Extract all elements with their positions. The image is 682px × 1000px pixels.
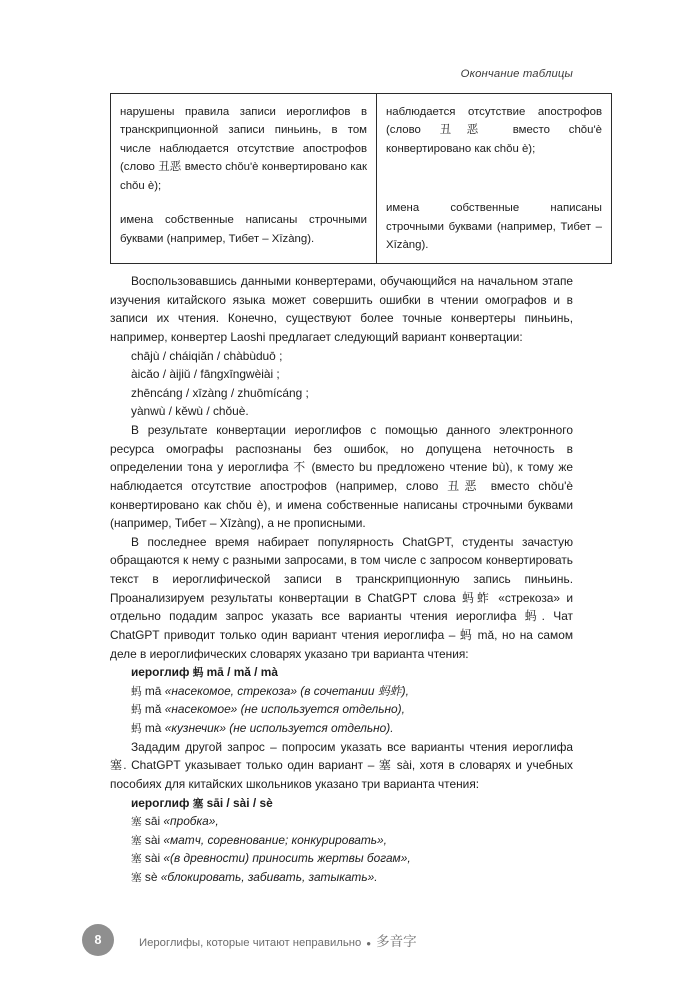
pinyin-list <box>110 347 573 422</box>
paragraph-4: Зададим другой запрос – попросим указать все варианты чтения иероглифа 塞. ChatGPT указывает только один вариант – 塞 sài, хотя в словарях и учебных пособиях для китайских школьников указано три варианта чтения: <box>110 739 573 791</box>
footer-title: Иероглифы, которые читают неправильно <box>139 937 362 949</box>
list-item: àicǎo / àijiǔ / fāngxīngwèiài ; <box>131 367 280 382</box>
sai-entry-char: 塞 <box>131 872 142 884</box>
sai-entry-gloss: «(в древности) приносить жертвы богам», <box>163 851 411 866</box>
page-footer <box>82 924 417 956</box>
sai-entry-char: 塞 <box>131 853 142 866</box>
ma-heading-readings: mā / mǎ / mà <box>206 665 278 680</box>
sai-heading-readings: sāi / sài / sè <box>206 795 273 810</box>
ma-entry-pinyin: mǎ <box>144 702 162 717</box>
continued-table-wrapper <box>110 93 602 264</box>
list-item: zhēncáng / xīzàng / zhuōmícáng ; <box>131 385 309 400</box>
footer-chinese-title: 多音字 <box>376 934 417 950</box>
ma-entry-char: 蚂 <box>131 723 142 735</box>
ma-heading-label: иероглиф <box>131 665 190 680</box>
sai-entry-pinyin: sè <box>144 870 158 884</box>
list-item <box>131 868 573 887</box>
table-cell-left-para-1: нарушены правила записи иероглифов в транскрипционной записи пиньинь, в том числе наблюдается отсутствие апострофов (слово 丑恶 вместо chǒu'è конвертировано как chǒu è); <box>120 106 367 192</box>
list-item <box>131 849 573 868</box>
footer-title-line <box>139 930 417 950</box>
sai-entry-char: 塞 <box>131 834 142 847</box>
sai-heading-label: иероглиф <box>131 795 190 810</box>
paragraph-1: Воспользовавшись данными конвертерами, обучающийся на начальном этапе изучения китайского языка может совершить ошибки в чтении омографов и в записи их чтения. Конечно, существуют более точные конвертеры пиньинь, например, конвертер Laoshi предлагает следующий вариант конвертации: <box>110 274 573 344</box>
ma-character-heading <box>110 663 573 682</box>
ma-entry-gloss: «кузнечик» (не используется отдельно). <box>164 721 394 735</box>
table-cell-right <box>377 94 612 264</box>
ma-entry-char: 蚂 <box>131 704 142 717</box>
list-item: yànwù / kěwù / chǒuè. <box>131 404 249 419</box>
sai-readings-list <box>110 812 573 887</box>
list-item <box>131 831 573 850</box>
ma-entry-char: 蚂 <box>131 685 142 698</box>
table-cell-left <box>111 94 377 264</box>
sai-character-heading <box>110 794 573 813</box>
ma-entry-pinyin: mā <box>144 683 162 698</box>
ma-entry-gloss: «насекомое» (не используется отдельно), <box>164 702 405 717</box>
table-row <box>111 94 612 264</box>
ma-readings-list <box>110 682 573 738</box>
body-content <box>110 272 573 887</box>
page-number-badge: 8 <box>82 924 114 956</box>
bullet-separator-icon: ● <box>366 938 372 948</box>
continued-table <box>110 93 612 264</box>
list-item: chājù / cháiqiǎn / chàbùduō ; <box>131 348 283 363</box>
table-cell-right-para-1: наблюдается отсутствие апострофов (слово 丑恶 вместо chǒu'è конвертировано как chǒu è); <box>386 106 602 155</box>
sai-entry-char: 塞 <box>131 816 142 829</box>
list-item <box>131 719 573 738</box>
table-cell-right-para-2: имена собственные написаны строчными буквами (например, Тибет – Xīzàng). <box>386 202 602 252</box>
table-cell-left-para-2: имена собственные написаны строчными буквами (например, Тибет – Xīzàng). <box>120 214 367 245</box>
sai-entry-gloss: «блокировать, забивать, затыкать». <box>160 870 378 884</box>
list-item <box>131 700 573 719</box>
ma-heading-char: 蚂 <box>192 667 204 680</box>
sai-entry-gloss: «матч, соревнование; конкурировать», <box>163 832 387 847</box>
sai-entry-pinyin: sāi <box>144 814 161 829</box>
paragraph-3: В последнее время набирает популярность ChatGPT, студенты зачастую обращаются к нему с разными запросами, в том числе с запросом конвертировать текст в иероглифической записи в транскрипционную запись пиньинь. Проанализируем результаты конвертации в ChatGPT слова 蚂蚱 «стрекоза» и отдельно подадим запрос указать все варианты чтения иероглифа 蚂. Чат ChatGPT приводит только один вариант чтения иероглифа – 蚂 mǎ, но на самом деле в иероглифических словарях указано три варианта чтения: <box>110 534 573 661</box>
ma-entry-gloss: «насекомое, стрекоза» (в сочетании 蚂蚱), <box>164 683 409 698</box>
sai-entry-pinyin: sài <box>144 851 161 866</box>
sai-entry-gloss: «пробка», <box>163 814 219 829</box>
sai-heading-char: 塞 <box>192 797 204 810</box>
sai-entry-pinyin: sài <box>144 832 161 847</box>
list-item <box>131 812 573 831</box>
list-item <box>131 682 573 701</box>
running-head: Окончание таблицы <box>460 68 573 80</box>
ma-entry-pinyin: mà <box>144 721 162 735</box>
paragraph-2: В результате конвертации иероглифов с помощью данного электронного ресурса омографы распознаны без ошибок, но допущена неточность в определении тона у иероглифа 不 (вместо bu предложено чтение bù), к тому же наблюдается отсутствие апострофов (например, слово 丑恶 вместо chǒu'è конвертировано как chǒu è), и имена собственные написаны строчными буквами (например, Тибет – Xīzàng), а не прописными. <box>110 423 573 531</box>
